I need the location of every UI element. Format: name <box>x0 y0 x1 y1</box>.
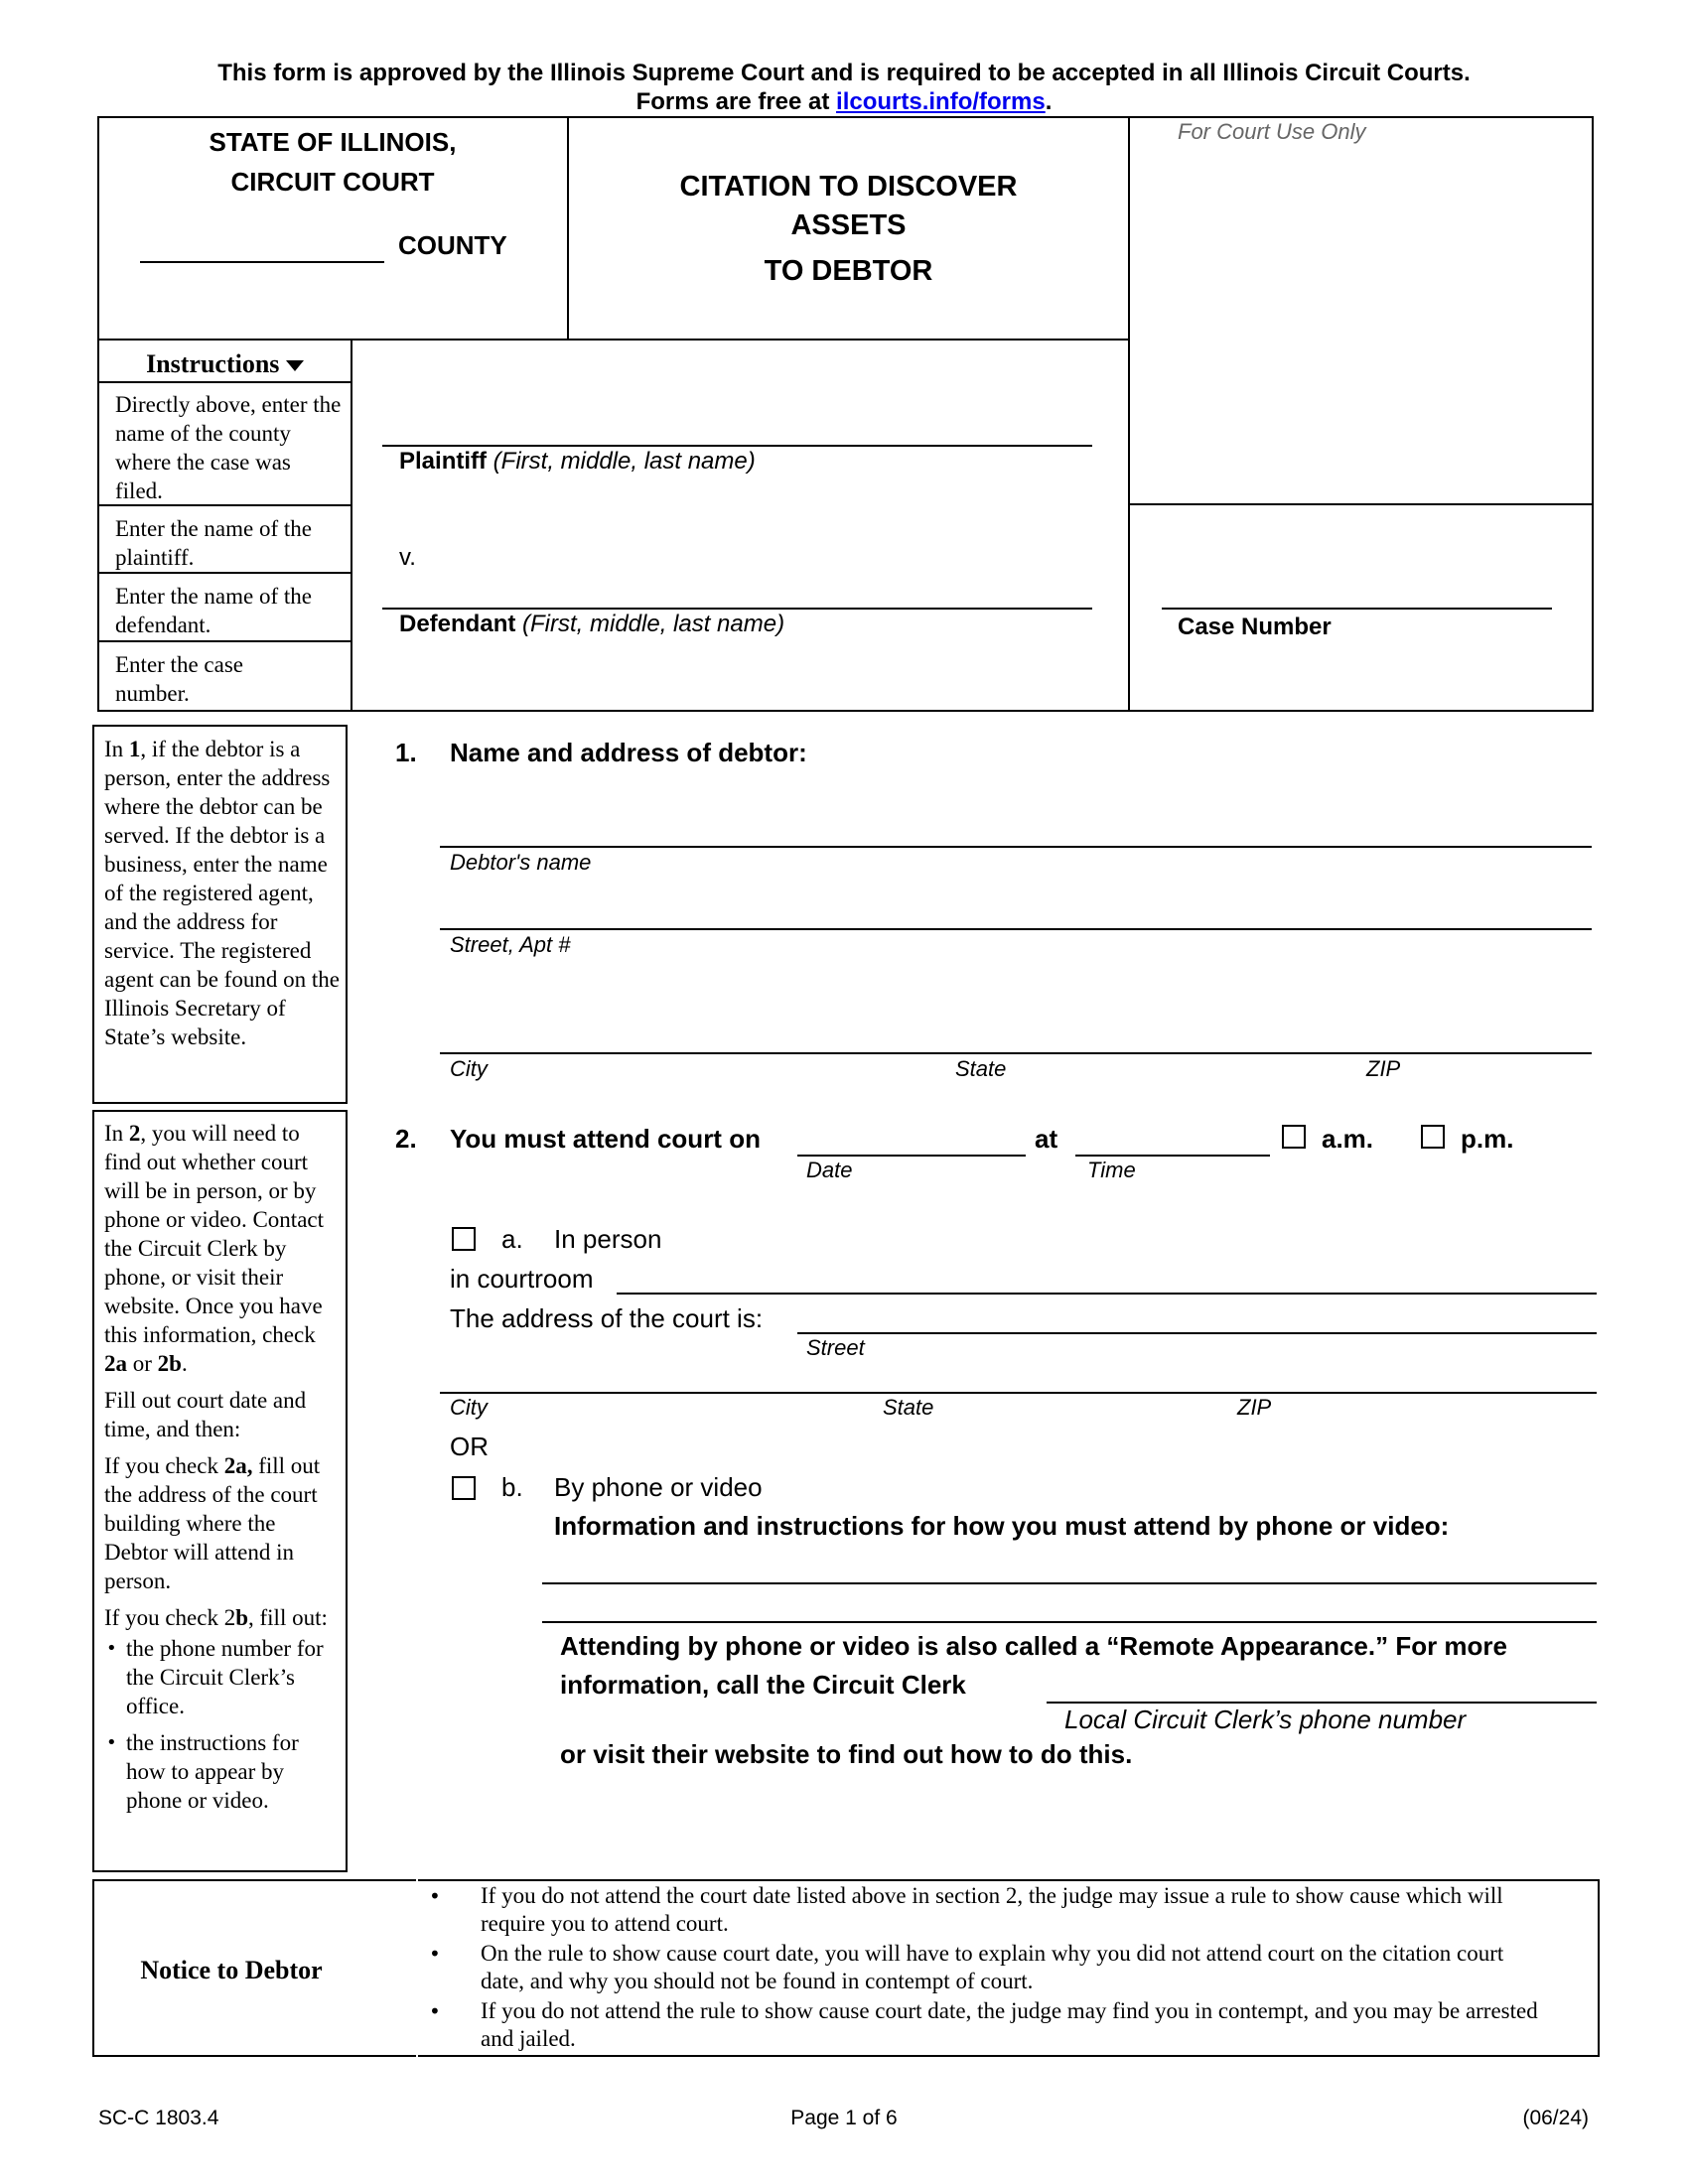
clerk-phone-input[interactable] <box>1047 1702 1597 1704</box>
court-state-label: State <box>883 1395 934 1420</box>
debtor-name-input[interactable] <box>440 846 1592 848</box>
remote-appearance-line1: Attending by phone or video is also called a “Remote Appearance.” For more <box>560 1631 1508 1661</box>
case-number-label: Case Number <box>1178 614 1332 640</box>
plaintiff-hint: (First, middle, last name) <box>492 448 756 475</box>
approval-notice: This form is approved by the Illinois Supreme Court and is required to be accepted in all Illinois Circuit Courts. <box>217 60 1471 86</box>
remote-info-input-1[interactable] <box>542 1582 1597 1584</box>
notice-divider <box>416 1879 418 2057</box>
instruction-case: Enter the case number. <box>115 652 243 706</box>
instruction-bullet-instructions: • the instructions for how to appear by phone or video. <box>104 1728 341 1815</box>
defendant-label <box>399 611 784 638</box>
form-id: SC-C 1803.4 <box>98 2107 219 2129</box>
phone-video-label: By phone or video <box>554 1472 763 1502</box>
court-address-label: The address of the court is: <box>450 1303 764 1333</box>
section1-number: 1. <box>395 738 417 767</box>
debtor-city-state-zip-input[interactable] <box>440 1052 1592 1054</box>
circuit-court-label: CIRCUIT COURT <box>230 167 435 197</box>
instruction-section1: In 1, if the debtor is a person, enter the address where the debtor can be served. If the debtor is a business, enter the name of the registered agent, and the address for service. The registered agent can be found on the Illinois Secretary of State’s website. <box>104 737 340 1049</box>
in-person-checkbox[interactable] <box>452 1227 476 1251</box>
caption-divider-h1 <box>97 339 1129 341</box>
defendant-hint: (First, middle, last name) <box>522 611 785 637</box>
attend-court-label: You must attend court on <box>450 1124 761 1154</box>
court-use-label: For Court Use Only <box>1178 119 1366 144</box>
debtor-city-label: City <box>450 1056 488 1081</box>
remote-appearance-line3: or visit their website to find out how to do this. <box>560 1739 1133 1769</box>
court-time-label: Time <box>1087 1158 1136 1182</box>
case-number-input[interactable] <box>1162 608 1552 610</box>
court-time-input[interactable] <box>1075 1155 1270 1157</box>
debtor-name-label: Debtor's name <box>450 850 592 875</box>
triangle-down-icon <box>286 360 304 372</box>
form-title-line1: CITATION TO DISCOVER <box>679 171 1018 203</box>
notice-item-1: • If you do not attend the court date listed above in section 2, the judge may issue a rule to show cause which will require you to attend court. <box>481 1882 1553 1938</box>
courtroom-input[interactable] <box>617 1293 1597 1295</box>
court-city-state-zip-input[interactable] <box>440 1392 1597 1394</box>
instr-rule-4 <box>97 640 352 642</box>
option-a-letter: a. <box>501 1224 523 1254</box>
pm-checkbox[interactable] <box>1421 1125 1445 1149</box>
plaintiff-label <box>399 448 756 476</box>
instruction-county: Directly above, enter the name of the county where the case was filed. <box>115 392 342 503</box>
court-date-label: Date <box>806 1158 853 1182</box>
instruction-section2 <box>104 1119 341 1815</box>
notice-list <box>481 1882 1553 2051</box>
versus-label: v. <box>399 544 416 571</box>
caption-divider-v3 <box>351 340 352 712</box>
am-label: a.m. <box>1322 1124 1374 1154</box>
court-street-input[interactable] <box>797 1332 1597 1334</box>
at-label: at <box>1035 1124 1058 1154</box>
forms-prefix: Forms are free at <box>635 88 837 115</box>
remote-appearance-line2: information, call the Circuit Clerk <box>560 1670 966 1700</box>
instr-rule-1 <box>97 381 352 383</box>
instruction-bullet-phone: • the phone number for the Circuit Clerk’s office. <box>104 1634 341 1720</box>
county-label: COUNTY <box>398 230 507 260</box>
court-city-label: City <box>450 1395 488 1420</box>
notice-label: Notice to Debtor <box>140 1956 323 1984</box>
instr-rule-2 <box>97 504 352 506</box>
forms-notice <box>0 88 1688 116</box>
instruction-defendant: Enter the name of the defendant. <box>115 584 312 637</box>
am-checkbox[interactable] <box>1282 1125 1306 1149</box>
defendant-input[interactable] <box>382 608 1092 610</box>
remote-info-input-2[interactable] <box>542 1621 1597 1623</box>
court-date-input[interactable] <box>797 1155 1026 1157</box>
instructions-title: Instructions <box>146 349 280 378</box>
caption-divider-h2 <box>1128 503 1594 505</box>
instruction-2-fill: Fill out court date and time, and then: <box>104 1388 307 1441</box>
or-label: OR <box>450 1432 489 1461</box>
section2-number: 2. <box>395 1124 417 1154</box>
court-zip-label: ZIP <box>1237 1395 1272 1420</box>
option-b-letter: b. <box>501 1472 523 1502</box>
instruction-2b: If you check 2b, fill out: <box>104 1605 328 1630</box>
instruction-2a: If you check 2a, fill out the address of the court building where the Debtor will attend in person. <box>104 1453 321 1593</box>
courtroom-label: in courtroom <box>450 1264 594 1294</box>
court-street-label: Street <box>806 1335 865 1360</box>
plaintiff-label-text: Plaintiff <box>399 448 487 475</box>
clerk-phone-label: Local Circuit Clerk’s phone number <box>1064 1705 1467 1734</box>
instructions-heading <box>99 349 351 379</box>
instr-rule-3 <box>97 572 352 574</box>
instruction-2-intro: In 2, you will need to find out whether court will be in person, or by phone or video. Contact the Circuit Clerk by phone, or visit their website. Once you have this information, check 2a or 2b. <box>104 1121 325 1376</box>
notice-item-3: • If you do not attend the rule to show cause court date, the judge may find you in contempt, and you may be arrested and jailed. <box>481 1997 1553 2053</box>
form-version: (06/24) <box>1522 2107 1589 2129</box>
debtor-street-label: Street, Apt # <box>450 932 571 957</box>
form-title-line3: TO DEBTOR <box>764 255 933 287</box>
form-title-line2: ASSETS <box>790 209 907 241</box>
remote-info-heading: Information and instructions for how you must attend by phone or video: <box>554 1511 1450 1541</box>
forms-link[interactable]: ilcourts.info/forms <box>836 88 1046 115</box>
plaintiff-input[interactable] <box>382 445 1092 447</box>
page-number: Page 1 of 6 <box>790 2107 898 2129</box>
notice-item-2: • On the rule to show cause court date, you will have to explain why you did not attend court on the citation court date, and why you should not be found in contempt of court. <box>481 1940 1553 1995</box>
phone-video-checkbox[interactable] <box>452 1476 476 1500</box>
instruction-plaintiff: Enter the name of the plaintiff. <box>115 516 312 570</box>
county-input[interactable] <box>140 261 384 263</box>
forms-suffix: . <box>1045 88 1053 115</box>
section1-heading: Name and address of debtor: <box>450 738 807 767</box>
debtor-zip-label: ZIP <box>1366 1056 1401 1081</box>
defendant-label-text: Defendant <box>399 611 516 637</box>
debtor-state-label: State <box>955 1056 1007 1081</box>
debtor-street-input[interactable] <box>440 928 1592 930</box>
in-person-label: In person <box>554 1224 662 1254</box>
state-label: STATE OF ILLINOIS, <box>209 127 457 157</box>
caption-divider-v2 <box>1128 116 1130 712</box>
pm-label: p.m. <box>1461 1124 1514 1154</box>
